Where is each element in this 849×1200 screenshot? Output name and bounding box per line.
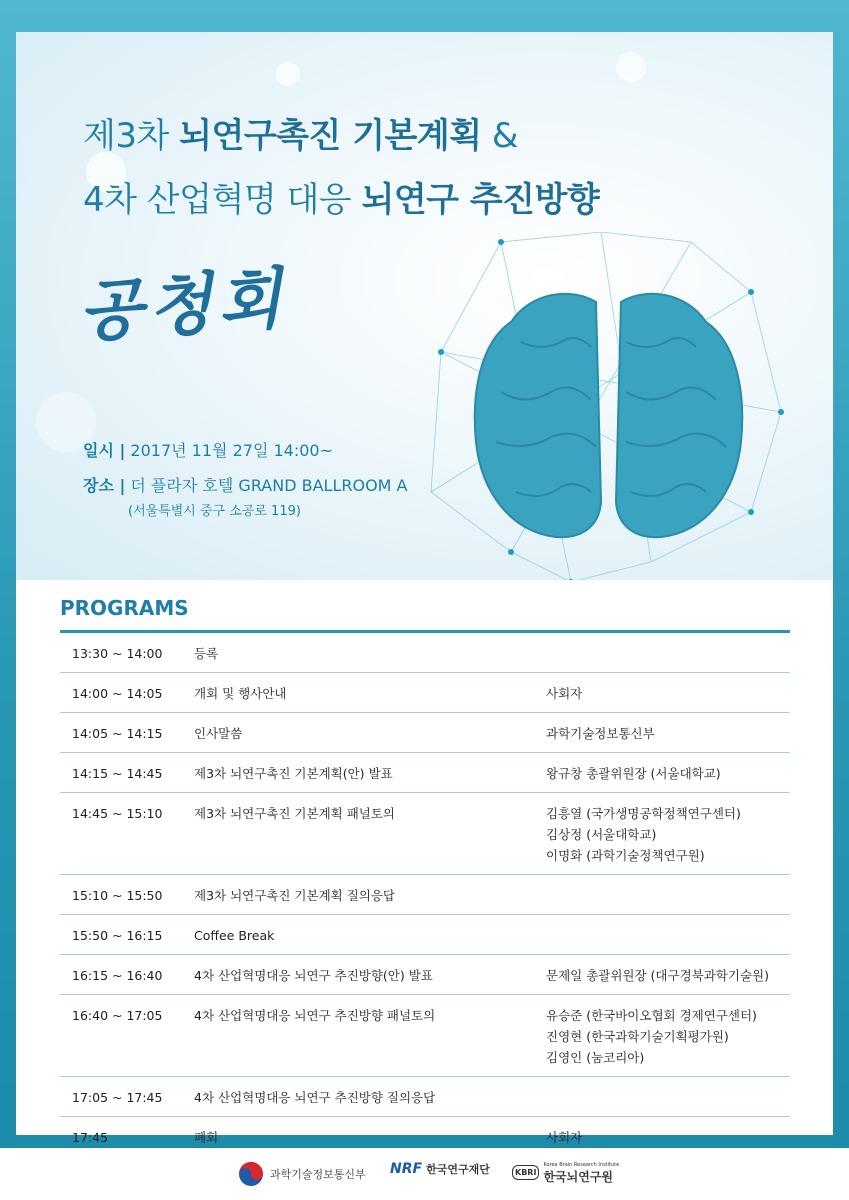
title-line-1: 제3차 뇌연구촉진 기본계획 & [83, 116, 518, 156]
program-time: 16:15 ~ 16:40 [60, 955, 188, 995]
program-speakers [540, 915, 790, 955]
table-row [60, 955, 790, 995]
programs-table [60, 630, 790, 1159]
speaker: 김상정 (서울대학교) [546, 827, 657, 842]
program-time: 14:00 ~ 14:05 [60, 673, 188, 713]
table-row [60, 713, 790, 753]
speaker: 문제일 총괄위원장 (대구경북과학기술원) [546, 968, 769, 983]
program-speakers [540, 1077, 790, 1117]
program-time: 14:45 ~ 15:10 [60, 793, 188, 875]
speaker: 사회자 [546, 1130, 583, 1145]
table-row [60, 875, 790, 915]
event-title: 공청회 [75, 258, 291, 352]
program-speakers [540, 632, 790, 673]
table-row [60, 753, 790, 793]
msit-logo: 과학기술정보통신부 [238, 1161, 366, 1187]
title-line-2: 4차 산업혁명 대응 뇌연구 추진방향 [83, 180, 600, 220]
program-time: 14:15 ~ 14:45 [60, 753, 188, 793]
program-title: 4차 산업혁명대응 뇌연구 추진방향 패널토의 [188, 995, 540, 1077]
program-speakers [540, 995, 790, 1077]
address-info: (서울특별시 중구 소공로 119) [128, 504, 301, 519]
kbri-logo: KBRI Korea Brain Research Institute 한국뇌연구원 [512, 1161, 619, 1184]
program-title: Coffee Break [188, 915, 540, 955]
taegeuk-icon [238, 1161, 264, 1187]
speaker: 김영인 (눔코리아) [546, 1050, 645, 1065]
program-time: 15:50 ~ 16:15 [60, 915, 188, 955]
program-speakers [540, 673, 790, 713]
programs-heading: PROGRAMS [60, 596, 189, 620]
speaker: 사회자 [546, 686, 583, 701]
program-speakers [540, 713, 790, 753]
program-title: 4차 산업혁명대응 뇌연구 추진방향 질의응답 [188, 1077, 540, 1117]
table-row [60, 1077, 790, 1117]
date-info: 일시 | 2017년 11월 27일 14:00~ [83, 441, 334, 460]
program-time: 17:45 [60, 1117, 188, 1158]
program-time: 16:40 ~ 17:05 [60, 995, 188, 1077]
brain-illustration [421, 232, 791, 580]
footer-logos [0, 1148, 849, 1200]
table-row [60, 673, 790, 713]
table-row [60, 995, 790, 1077]
speaker: 유승준 (한국바이오협회 경제연구센터) [546, 1008, 757, 1023]
program-speakers [540, 753, 790, 793]
program-speakers [540, 793, 790, 875]
program-time: 14:05 ~ 14:15 [60, 713, 188, 753]
program-speakers [540, 955, 790, 995]
program-speakers [540, 875, 790, 915]
table-row [60, 632, 790, 673]
speaker: 진영현 (한국과학기술기획평가원) [546, 1029, 729, 1044]
program-title: 제3차 뇌연구촉진 기본계획(안) 발표 [188, 753, 540, 793]
program-title: 폐회 [188, 1117, 540, 1158]
program-title: 등록 [188, 632, 540, 673]
programs-panel [16, 580, 833, 1145]
program-time: 17:05 ~ 17:45 [60, 1077, 188, 1117]
program-title: 개회 및 행사안내 [188, 673, 540, 713]
program-title: 제3차 뇌연구촉진 기본계획 패널토의 [188, 793, 540, 875]
table-row [60, 915, 790, 955]
program-title: 4차 산업혁명대응 뇌연구 추진방향(안) 발표 [188, 955, 540, 995]
program-time: 15:10 ~ 15:50 [60, 875, 188, 915]
hero-section [16, 32, 833, 580]
program-title: 인사말씀 [188, 713, 540, 753]
program-title: 제3차 뇌연구촉진 기본계획 질의응답 [188, 875, 540, 915]
table-row [60, 793, 790, 875]
speaker: 이명화 (과학기술정책연구원) [546, 848, 705, 863]
speaker: 과학기술정보통신부 [546, 726, 655, 741]
place-info: 장소 | 더 플라자 호텔 GRAND BALLROOM A [83, 476, 408, 495]
program-time: 13:30 ~ 14:00 [60, 632, 188, 673]
nrf-logo: NRF 한국연구재단 [390, 1161, 490, 1177]
speaker: 김흥열 (국가생명공학정책연구센터) [546, 806, 741, 821]
speaker: 왕규창 총괄위원장 (서울대학교) [546, 766, 721, 781]
